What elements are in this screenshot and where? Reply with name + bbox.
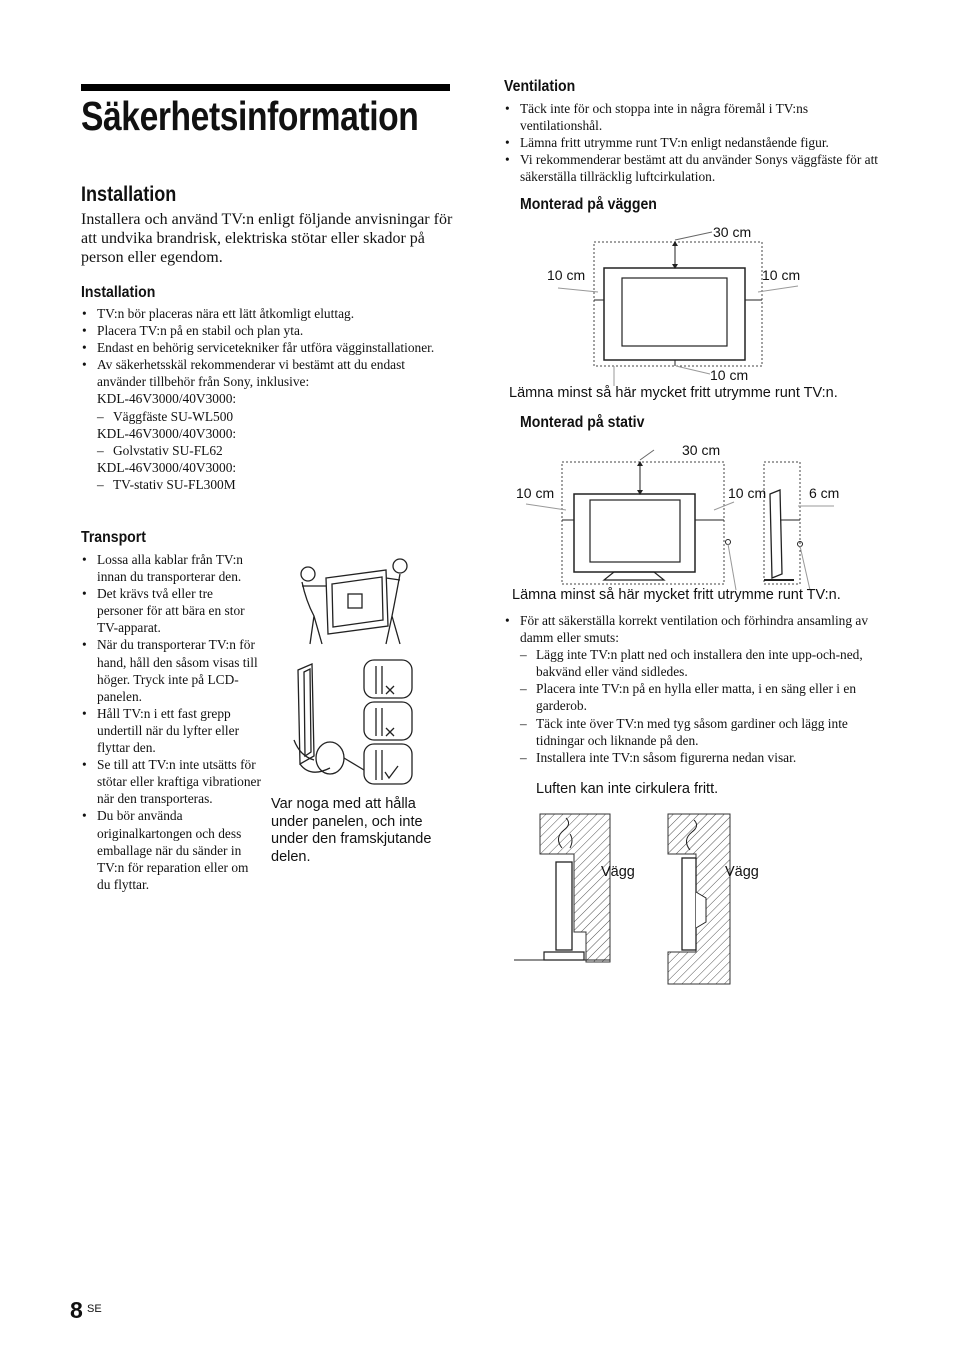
transport-figure-caption: Var noga med att hålla under panelen, och inte under den framskjutande delen. <box>271 796 432 865</box>
list-item: • Håll TV:n i ett fast grepp undertill när du lyfter eller flyttar den. <box>81 705 261 756</box>
wall-mount-clearance-diagram <box>540 222 800 384</box>
page-number: 8 <box>70 1297 83 1323</box>
accessory-model: KDL-46V3000/40V3000: <box>97 459 237 475</box>
ventilation-more-intro: • För att säkerställa korrekt ventilation och förhindra ansamling av damm eller smuts: <box>520 613 869 646</box>
wall-label-2: Vägg <box>725 864 759 880</box>
page-title: Säkerhetsinformation <box>81 93 419 139</box>
stand-mount-clearance-diagram <box>514 440 844 590</box>
airflow-caption: Luften kan inte cirkulera fritt. <box>536 781 719 797</box>
airflow-blocked-illustration <box>514 812 744 988</box>
installation-list <box>81 305 453 493</box>
title-rule <box>81 84 450 91</box>
transport-heading: Transport <box>81 529 146 546</box>
transport-list <box>81 551 261 893</box>
sub-list-item: – Placera inte TV:n på en hylla eller matta, i en säng eller i en garderob. <box>520 680 880 714</box>
list-item <box>504 612 880 766</box>
list-item: • TV:n bör placeras nära ett lätt åtkomligt eluttag. <box>81 305 453 322</box>
list-item: • Lämna fritt utrymme runt TV:n enligt nedanstående figur. <box>504 134 880 151</box>
sub-list-item: – Täck inte över TV:n med tyg såsom gardiner och lägg inte tidningar och liknande på den. <box>520 715 880 749</box>
accessory-intro: • Av säkerhetsskäl rekommenderar vi bestämt att du endast använder tillbehör från Sony, inklusive: <box>97 357 406 390</box>
stand-mount-heading: Monterad på stativ <box>520 414 645 431</box>
list-item: • Täck inte för och stoppa inte in några föremål i TV:ns ventilationshål. <box>504 100 880 134</box>
wall-bottom-clearance: 10 cm <box>710 367 749 383</box>
installation-heading: Installation <box>81 183 177 206</box>
installation-intro: Installera och använd TV:n enligt följande anvisningar för att undvika brandrisk, elektriska stötar eller skador på person eller egendom. <box>81 211 453 266</box>
stand-side-clearance: 6 cm <box>809 485 840 501</box>
list-item: • Lossa alla kablar från TV:n innan du transporterar den. <box>81 551 261 585</box>
list-item: • Det krävs två eller tre personer för att bära en stor TV-apparat. <box>81 585 261 636</box>
list-item: • När du transporterar TV:n för hand, håll den såsom visas till höger. Tryck inte på LCD-panelen. <box>81 636 261 704</box>
list-item: • Endast en behörig servicetekniker får utföra vägginstallationer. <box>81 339 453 356</box>
grip-detail-illustration <box>290 660 420 790</box>
wall-mount-caption: Lämna minst så här mycket fritt utrymme runt TV:n. <box>509 385 838 401</box>
stand-left-clearance: 10 cm <box>516 485 555 501</box>
list-item: • Placera TV:n på en stabil och plan yta. <box>81 322 453 339</box>
ventilation-more-list <box>504 612 880 766</box>
wall-top-clearance: 30 cm <box>713 224 752 240</box>
wall-label-1: Vägg <box>601 864 635 880</box>
list-item: • Du bör använda originalkartongen och dess emballage när du sänder in TV:n för reparation eller om du flyttar. <box>81 807 261 892</box>
accessory-item: – Väggfäste SU-WL500 <box>97 408 453 425</box>
stand-mount-caption: Lämna minst så här mycket fritt utrymme runt TV:n. <box>512 587 841 603</box>
stand-right-clearance: 10 cm <box>728 485 767 501</box>
list-item <box>81 356 453 493</box>
stand-top-clearance: 30 cm <box>682 442 721 458</box>
wall-mount-heading: Monterad på väggen <box>520 196 657 213</box>
ventilation-heading: Ventilation <box>504 78 576 95</box>
accessory-model: KDL-46V3000/40V3000: <box>97 425 237 441</box>
wall-right-clearance: 10 cm <box>762 267 801 283</box>
ventilation-list <box>504 100 880 185</box>
accessory-item: – TV-stativ SU-FL300M <box>97 476 453 493</box>
installation-subheading: Installation <box>81 284 156 301</box>
list-item: • Se till att TV:n inte utsätts för stötar eller kraftiga vibrationer när den transporteras. <box>81 756 261 807</box>
sub-list-item: – Installera inte TV:n såsom figurerna nedan visar. <box>520 749 880 766</box>
accessory-model: KDL-46V3000/40V3000: <box>97 391 237 407</box>
sub-list-item: – Lägg inte TV:n platt ned och installera den inte upp-och-ned, bakvänd eller vänd sidledes. <box>520 646 880 680</box>
language-code: SE <box>87 1303 102 1315</box>
carrying-tv-illustration <box>296 556 416 648</box>
accessory-item: – Golvstativ SU-FL62 <box>97 442 453 459</box>
list-item: • Vi rekommenderar bestämt att du använder Sonys väggfäste för att säkerställa tillräcklig luftcirkulation. <box>504 151 880 185</box>
wall-left-clearance: 10 cm <box>547 267 586 283</box>
